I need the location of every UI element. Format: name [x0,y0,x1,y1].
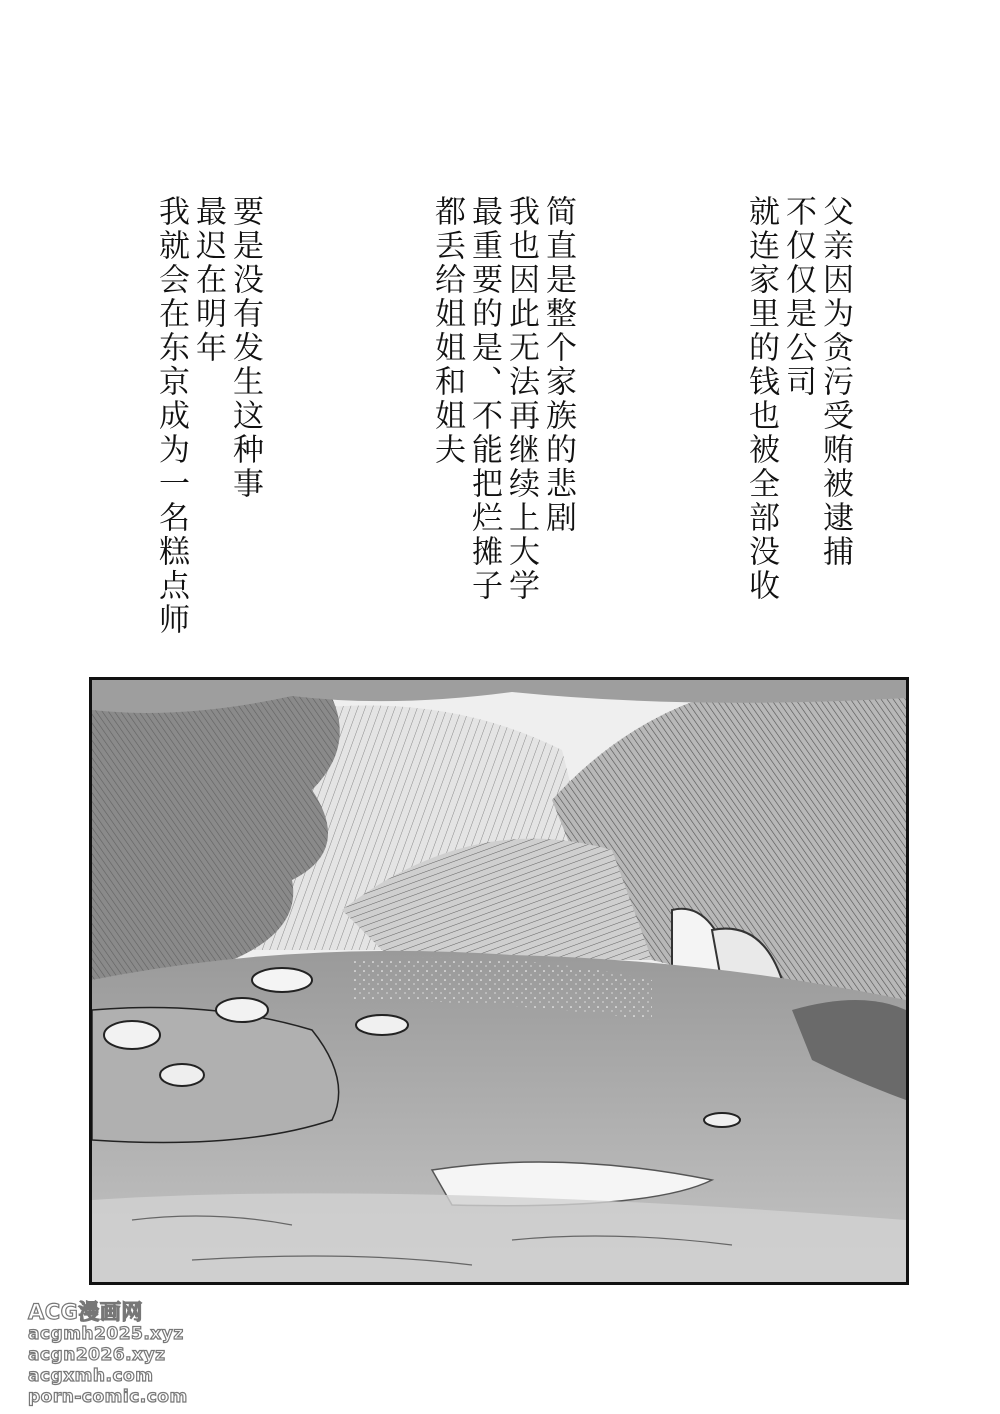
landscape-panel [89,677,909,1285]
narration-line: 都丢给姐姐和姐夫 [429,195,465,467]
narration-line: 不仅仅是公司 [780,195,816,399]
watermark-url: acgn2026.xyz [28,1345,166,1365]
narration-line: 简直是整个家族的悲剧 [540,195,576,535]
river-rock [216,998,268,1022]
narration-line: 就连家里的钱也被全部没收 [743,195,779,603]
watermark-url: porn-comic.com [28,1387,188,1407]
narration-line: 要是没有发生这种事 [227,195,263,501]
site-watermark [28,1300,188,1408]
watermark-title: ACG漫画网 [28,1300,143,1324]
river-rock [356,1015,408,1035]
narration-line: 父亲因为贪污受贿被逮捕 [817,195,853,569]
narration-line: 最迟在明年 [190,195,226,365]
river-rock [704,1113,740,1127]
narration-block-1 [742,195,853,603]
mountain-river-illustration [92,680,906,1282]
narration-line: 最重要的是、不能把烂摊子 [466,195,502,603]
narration-block-2 [428,195,576,603]
narration-line: 我就会在东京成为一名糕点师 [153,195,189,637]
watermark-url: acgmh2025.xyz [28,1324,184,1344]
river-rock [104,1021,160,1049]
watermark-url: acgxmh.com [28,1366,154,1386]
narration-line: 我也因此无法再继续上大学 [503,195,539,603]
river-rock [252,968,312,992]
river-rock [160,1064,204,1086]
narration-block-3 [152,195,263,637]
